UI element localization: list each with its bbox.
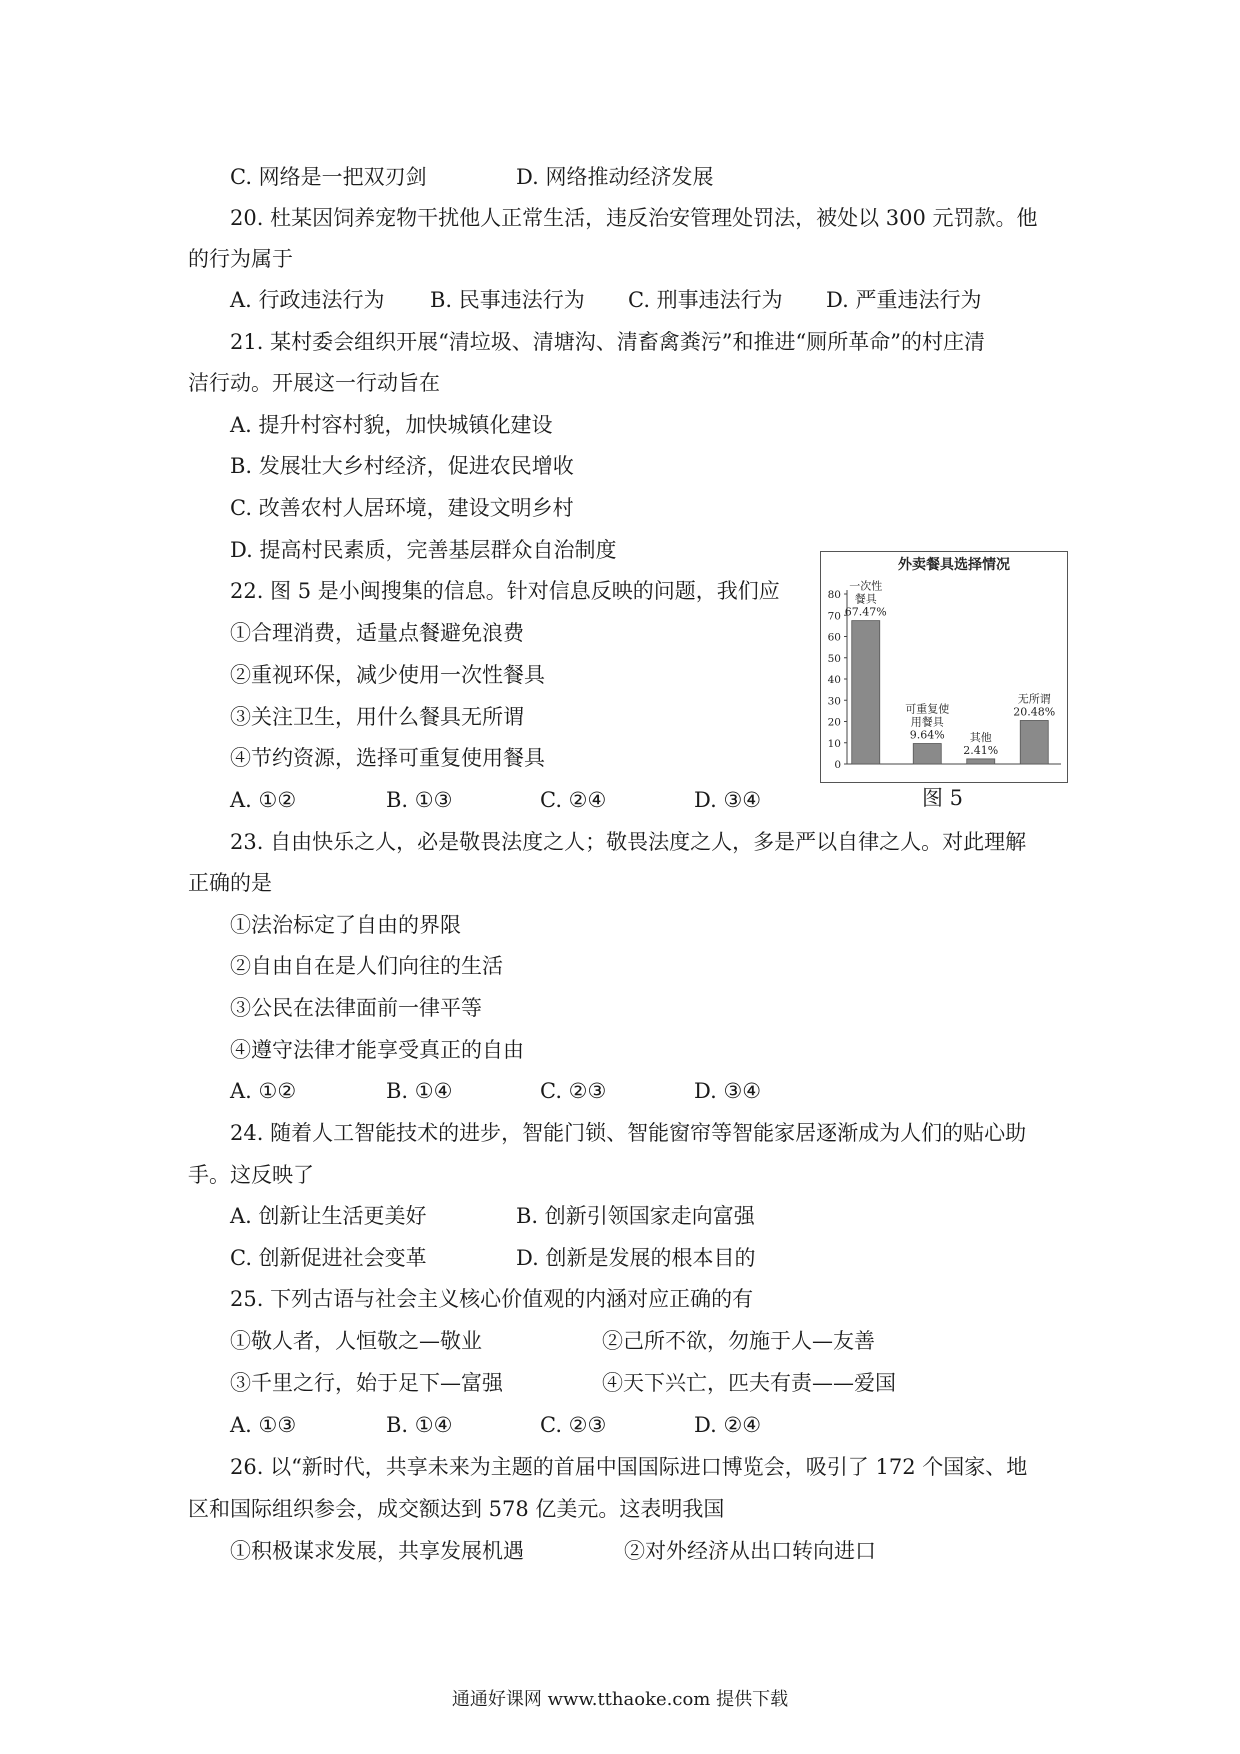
q25-option-d: D. ②④	[694, 1413, 762, 1437]
bar-value-label: 9.64%	[909, 728, 945, 742]
q22-option-d: D. ③④	[694, 788, 762, 812]
q25-option-c: C. ②③	[540, 1413, 607, 1437]
bar-chart	[820, 551, 1068, 783]
bar-category-label: 无所谓	[1017, 692, 1051, 706]
q23-option-c: C. ②③	[540, 1079, 607, 1103]
q25-stem-line1: 25. 下列古语与社会主义核心价值观的内涵对应正确的有	[230, 1287, 754, 1311]
y-tick-label: 70	[827, 610, 841, 623]
bar-category-label: 一次性	[849, 579, 883, 593]
q22-option-a: A. ①②	[230, 788, 297, 812]
bar-1	[852, 621, 880, 764]
bar-3	[967, 759, 995, 764]
q26-statement-2: ②对外经济从出口转向进口	[624, 1539, 876, 1563]
q23-statement-3: ③公民在法律面前一律平等	[230, 996, 482, 1020]
bar-category-label: 其他	[969, 730, 992, 744]
y-tick-label: 30	[827, 695, 841, 708]
q20-option-b: B. 民事违法行为	[430, 288, 585, 312]
q24-option-c: C. 创新促进社会变革	[230, 1246, 427, 1270]
q20-option-a: A. 行政违法行为	[230, 288, 385, 312]
q24-option-d: D. 创新是发展的根本目的	[516, 1246, 756, 1270]
q23-option-a: A. ①②	[230, 1079, 297, 1103]
q22-option-b: B. ①③	[386, 788, 453, 812]
q22-statement-1: ①合理消费，适量点餐避免浪费	[230, 621, 524, 645]
q20-stem-line2: 的行为属于	[188, 247, 293, 271]
figure-label: 图 5	[922, 786, 964, 810]
y-tick-label: 80	[827, 589, 841, 601]
q25-statement-1: ①敬人者，人恒敬之—敬业	[230, 1329, 482, 1353]
q26-stem-line2: 区和国际组织参会，成交额达到 578 亿美元。这表明我国	[188, 1497, 725, 1521]
q25-option-b: B. ①④	[386, 1413, 453, 1437]
q23-option-b: B. ①④	[386, 1079, 453, 1103]
q21-option-c: C. 改善农村人居环境，建设文明乡村	[230, 496, 574, 520]
footer-credit: 通通好课网 www.tthaoke.com 提供下载	[451, 1689, 789, 1710]
q22-statement-4: ④节约资源，选择可重复使用餐具	[230, 746, 545, 770]
q22-statement-3: ③关注卫生，用什么餐具无所谓	[230, 705, 524, 729]
bar-chart-svg	[821, 552, 1067, 782]
q19-option-d: D. 网络推动经济发展	[516, 165, 714, 189]
q20-stem-line1: 20. 杜某因饲养宠物干扰他人正常生活，违反治安管理处罚法，被处以 300 元罚款。他	[230, 206, 1038, 230]
q24-stem-line1: 24. 随着人工智能技术的进步，智能门锁、智能窗帘等智能家居逐渐成为人们的贴心助	[230, 1121, 1027, 1145]
q24-stem-line2: 手。这反映了	[188, 1163, 314, 1187]
q23-statement-4: ④遵守法律才能享受真正的自由	[230, 1038, 524, 1062]
q25-statement-2: ②己所不欲，勿施于人—友善	[602, 1329, 875, 1353]
q25-statement-4: ④天下兴亡，匹夫有责——爱国	[602, 1371, 896, 1395]
q21-option-b: B. 发展壮大乡村经济，促进农民增收	[230, 454, 574, 478]
q23-option-d: D. ③④	[694, 1079, 762, 1103]
y-tick-label: 50	[827, 652, 841, 665]
bar-category-label: 餐具	[854, 592, 877, 606]
q24-option-a: A. 创新让生活更美好	[230, 1204, 427, 1228]
q26-statement-1: ①积极谋求发展，共享发展机遇	[230, 1539, 524, 1563]
q19-option-c: C. 网络是一把双刃剑	[230, 165, 427, 189]
q24-option-b: B. 创新引领国家走向富强	[516, 1204, 755, 1228]
q23-stem-line2: 正确的是	[188, 871, 272, 895]
q22-statement-2: ②重视环保，减少使用一次性餐具	[230, 663, 545, 687]
q25-statement-3: ③千里之行，始于足下—富强	[230, 1371, 503, 1395]
y-tick-label: 20	[827, 716, 841, 729]
q20-option-d: D. 严重违法行为	[826, 288, 982, 312]
q21-stem-line1: 21. 某村委会组织开展“清垃圾、清塘沟、清畜禽粪污”和推进“厕所革命”的村庄清	[230, 330, 986, 354]
bar-2	[913, 744, 941, 764]
q21-option-a: A. 提升村容村貌，加快城镇化建设	[230, 413, 553, 437]
q21-stem-line2: 洁行动。开展这一行动旨在	[188, 371, 440, 395]
y-tick-label: 60	[827, 631, 841, 644]
y-tick-label: 0	[834, 759, 841, 771]
q23-statement-1: ①法治标定了自由的界限	[230, 913, 461, 937]
q26-stem-line1: 26. 以“新时代，共享未来为主题的首届中国国际进口博览会，吸引了 172 个国家、地	[230, 1455, 1028, 1479]
y-tick-label: 40	[827, 674, 841, 686]
bar-value-label: 20.48%	[1013, 705, 1056, 719]
q23-stem-line1: 23. 自由快乐之人，必是敬畏法度之人；敬畏法度之人，多是严以自律之人。对此理解	[230, 830, 1027, 854]
q25-option-a: A. ①③	[230, 1413, 297, 1437]
q20-option-c: C. 刑事违法行为	[628, 288, 783, 312]
bar-4	[1020, 720, 1048, 764]
bar-category-label: 用餐具	[910, 715, 944, 729]
bar-value-label: 2.41%	[963, 743, 999, 757]
q22-option-c: C. ②④	[540, 788, 607, 812]
q23-statement-2: ②自由自在是人们向往的生活	[230, 954, 503, 978]
bar-category-label: 可重复使	[905, 702, 950, 716]
bar-value-label: 67.47%	[844, 605, 887, 619]
q22-stem-line1: 22. 图 5 是小闽搜集的信息。针对信息反映的问题，我们应	[230, 579, 780, 603]
q21-option-d: D. 提高村民素质，完善基层群众自治制度	[230, 538, 617, 562]
chart-title: 外卖餐具选择情况	[898, 557, 1010, 573]
y-tick-label: 10	[827, 737, 841, 750]
